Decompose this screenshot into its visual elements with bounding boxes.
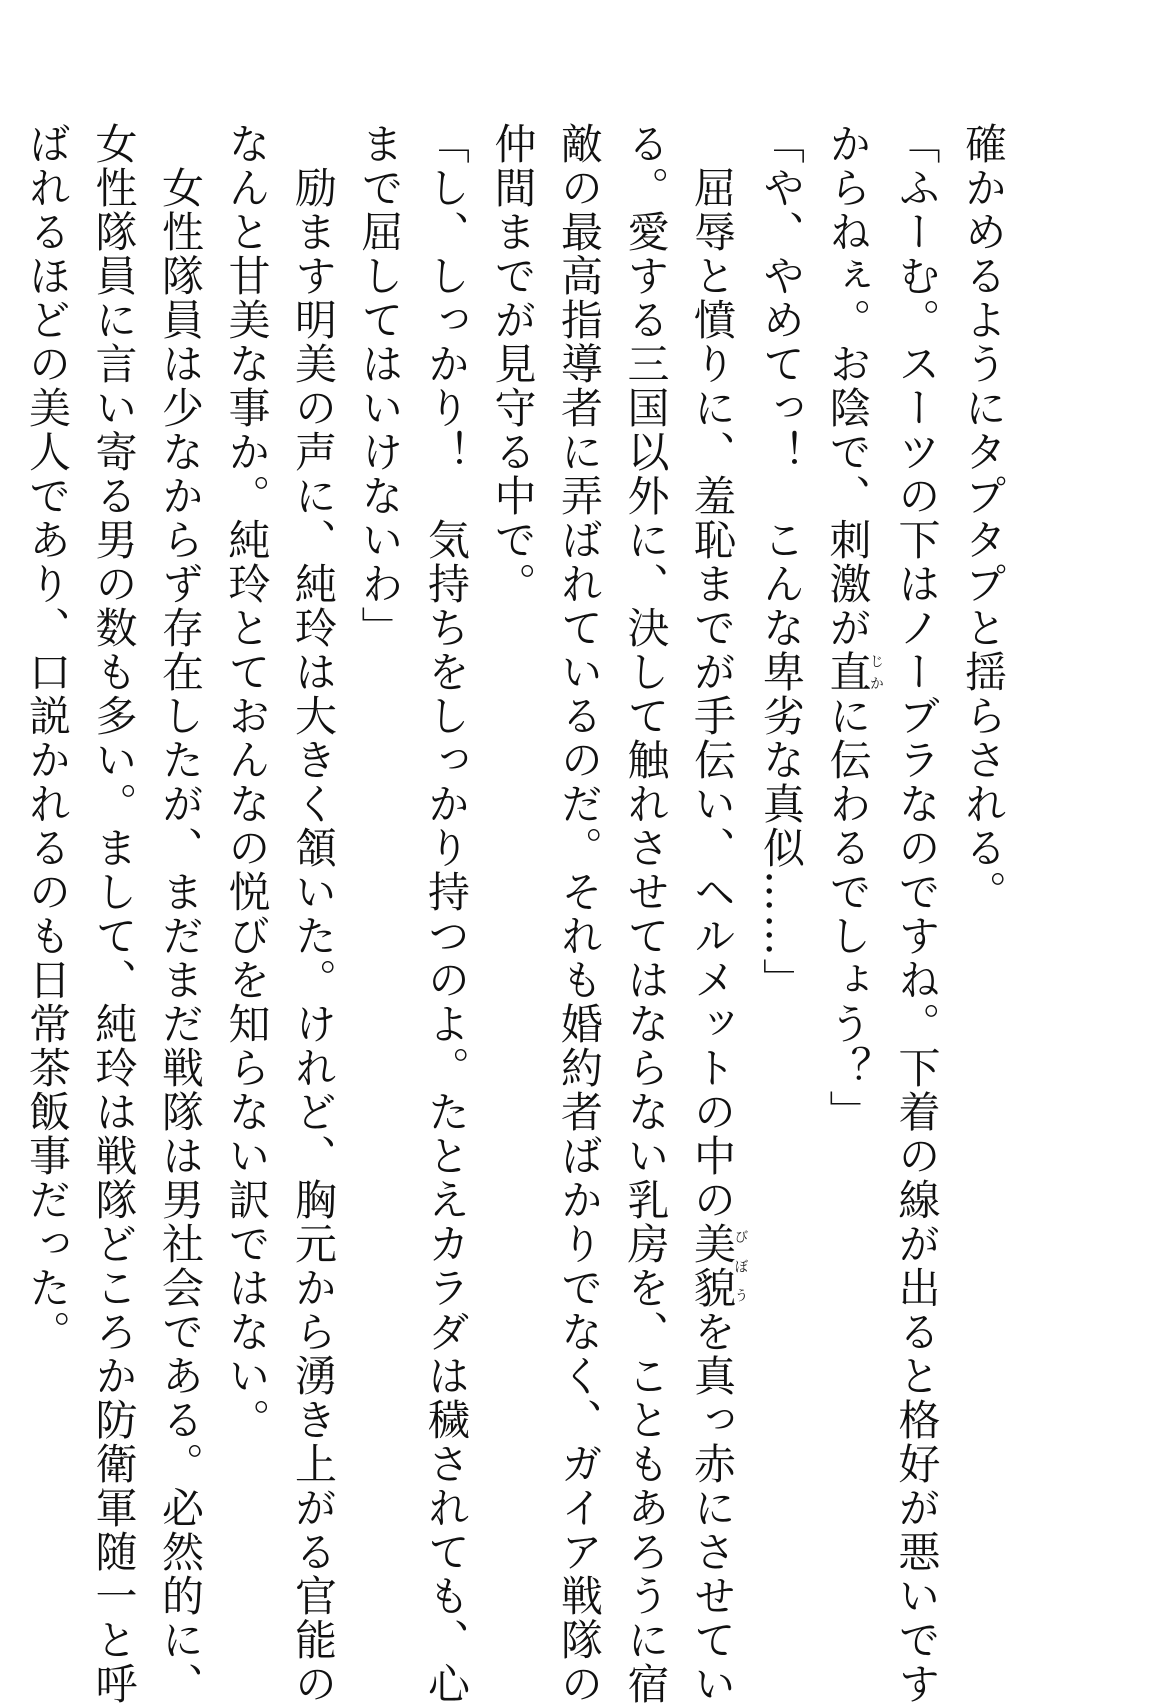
text-line-7: 敵の最高指導者に弄ばれているのだ。それも婚約者ばかりでなく、ガイア戦隊の: [555, 122, 604, 1706]
text-line-12: なんと甘美な事か。純玲とておんなの悦びを知らない訳ではない。: [222, 122, 272, 1442]
text-line-10: まで屈してはいけないわ」: [355, 122, 405, 650]
text-line-2: 「ふーむ。スーツの下はノーブラなのですね。下着の線が出ると格好が悪いです: [892, 122, 942, 1706]
text-segment: に伝わるでしょう？」: [823, 694, 873, 1134]
ruby-reading: じか: [868, 650, 884, 694]
text-line-11: 励ます明美の声に、純玲は大きく頷いた。けれど、胸元から湧き上がる官能の: [289, 122, 338, 1706]
text-line-14: 女性隊員に言い寄る男の数も多い。まして、純玲は戦隊どころか防衛軍随一と呼: [89, 122, 139, 1706]
text-line-15: ばれるほどの美人であり、口説かれるのも日常茶飯事だった。: [23, 122, 72, 1354]
text-line-6: る。愛する三国以外に、決して触れさせてはならない乳房を、こともあろうに宿: [621, 122, 671, 1706]
text-line-5: [679, 122, 749, 1706]
vertical-text-body: [14, 122, 1017, 1706]
text-segment: 屈辱と憤りに、羞恥までが手伝い、ヘルメットの中の: [688, 122, 737, 1222]
text-line-8: 仲間までが見守る中で。: [488, 122, 538, 606]
ruby-reading: びぼう: [732, 1222, 749, 1310]
ruby-annotation: [688, 1222, 749, 1310]
ruby-base: 美貌: [688, 1222, 737, 1310]
text-line-13: 女性隊員は少なからず存在したが、まだまだ戦隊は男社会である。必然的に、: [156, 122, 205, 1706]
text-line-3: [814, 122, 883, 1552]
text-segment: からねぇ。お陰で、刺激が: [823, 122, 873, 650]
ruby-annotation: [823, 650, 884, 694]
text-line-1: 確かめるようにタプタプと揺らされる。: [959, 122, 1008, 914]
text-line-9: 「し、しっかり！ 気持ちをしっかり持つのよ。たとえカラダは穢されても、心: [422, 122, 471, 1706]
text-segment: を真っ赤にさせてい: [688, 1310, 737, 1706]
ruby-base: 直: [823, 650, 873, 694]
text-line-4: 「や、やめてっ！ こんな卑劣な真似……」: [757, 122, 806, 1002]
